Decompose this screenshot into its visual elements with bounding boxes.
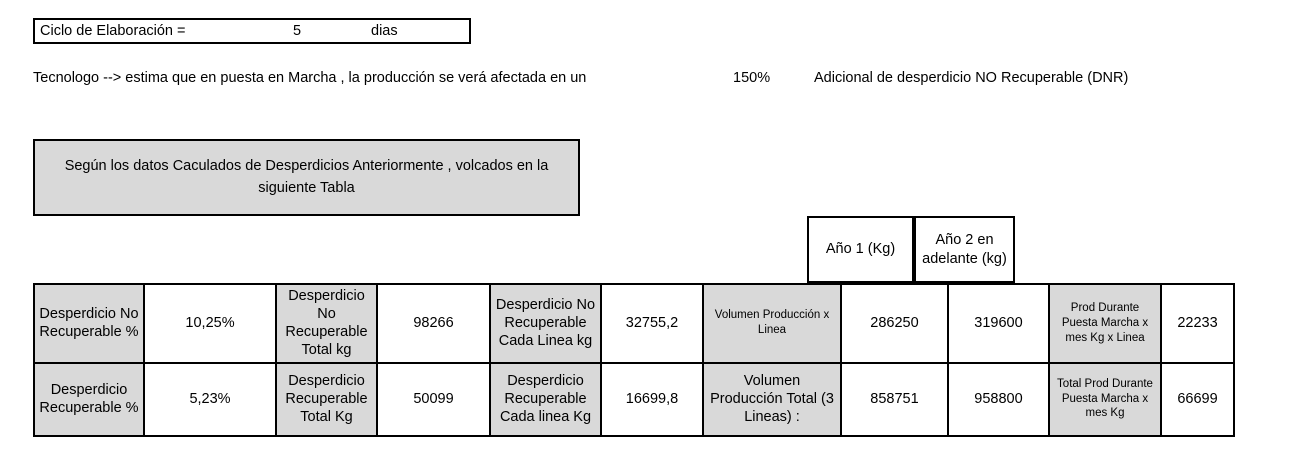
cell-label-cada-linea-kg: Desperdicio No Recuperable Cada Linea kg <box>490 284 601 363</box>
cell-label-volumen: Volumen Producción x Linea <box>703 284 841 363</box>
cell-value-desperdicio-pct: 10,25% <box>144 284 276 363</box>
cell-value-year1: 286250 <box>841 284 948 363</box>
cell-label-desperdicio-pct: Desperdicio No Recuperable % <box>34 284 144 363</box>
cell-value-recuperable-pct: 5,23% <box>144 363 276 436</box>
cell-value-recuperable-cada-linea: 16699,8 <box>601 363 703 436</box>
nota-box: Según los datos Caculados de Desperdicios Anteriormente , volcados en la siguiente Tabla <box>33 139 580 216</box>
cell-value-prod-puesta-marcha: 22233 <box>1161 284 1234 363</box>
ciclo-elaboracion-value: 5 <box>293 23 302 39</box>
tecnologo-row <box>33 70 1273 90</box>
cell-value-cada-linea-kg: 32755,2 <box>601 284 703 363</box>
year-1-header: Año 1 (Kg) <box>807 216 914 283</box>
tecnologo-text: Tecnologo --> estima que en puesta en Marcha , la producción se verá afectada en un <box>33 70 587 86</box>
cell-value-total-year1: 858751 <box>841 363 948 436</box>
ciclo-elaboracion-label: Ciclo de Elaboración = <box>40 23 186 39</box>
table-row <box>34 284 1234 363</box>
cell-value-year2: 319600 <box>948 284 1049 363</box>
desperdicios-table <box>33 283 1235 437</box>
cell-label-recuperable-pct: Desperdicio Recuperable % <box>34 363 144 436</box>
table-row <box>34 363 1234 436</box>
cell-value-total-prod-puesta-marcha: 66699 <box>1161 363 1234 436</box>
cell-label-recuperable-total-kg: Desperdicio Recuperable Total Kg <box>276 363 377 436</box>
cell-label-recuperable-cada-linea: Desperdicio Recuperable Cada linea Kg <box>490 363 601 436</box>
cell-value-total-kg: 98266 <box>377 284 490 363</box>
ciclo-elaboracion-box <box>33 18 471 44</box>
cell-label-total-kg: Desperdicio No Recuperable Total kg <box>276 284 377 363</box>
tecnologo-note: Adicional de desperdicio NO Recuperable (DNR) <box>814 70 1129 86</box>
ciclo-elaboracion-unit: dias <box>371 23 398 39</box>
cell-value-total-year2: 958800 <box>948 363 1049 436</box>
cell-value-recuperable-total-kg: 50099 <box>377 363 490 436</box>
tecnologo-percent: 150% <box>733 70 771 86</box>
cell-label-volumen-total: Volumen Producción Total (3 Lineas) : <box>703 363 841 436</box>
year-2-header: Año 2 en adelante (kg) <box>914 216 1015 283</box>
cell-label-total-prod-puesta-marcha: Total Prod Durante Puesta Marcha x mes Kg <box>1049 363 1161 436</box>
cell-label-prod-puesta-marcha: Prod Durante Puesta Marcha x mes Kg x Linea <box>1049 284 1161 363</box>
